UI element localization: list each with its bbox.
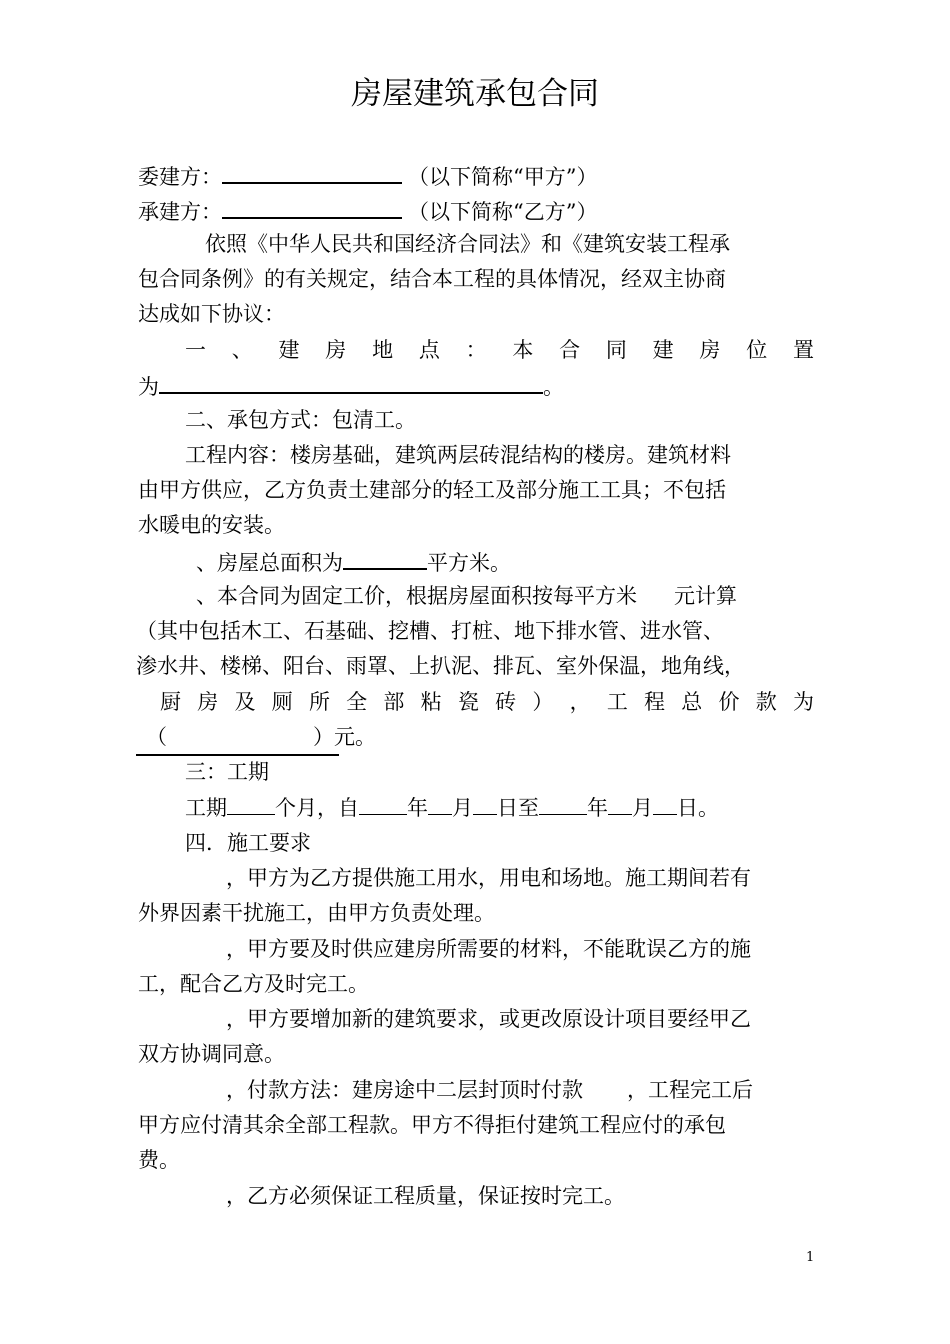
price-suffix: 元计算 bbox=[674, 584, 737, 608]
location-suffix: 。 bbox=[543, 375, 564, 399]
section-1-char: 房 bbox=[699, 338, 721, 362]
section-3-heading: 三：工期 bbox=[185, 760, 269, 784]
payment-suffix: ，工程完工后 bbox=[627, 1078, 753, 1102]
party-a-blank bbox=[222, 160, 402, 184]
content-line-1: 工程内容：楼房基础，建筑两层砖混结构的楼房。建筑材料 bbox=[185, 443, 731, 467]
area-prefix: 、房屋总面积为 bbox=[196, 551, 343, 575]
content-line-3: 水暖电的安装。 bbox=[138, 513, 285, 537]
price-line-4-char: 房 bbox=[197, 690, 219, 714]
req-3-line-1: ，甲方要增加新的建筑要求，或更改原设计项目要经甲乙 bbox=[226, 1007, 751, 1031]
section-1-char: 建 bbox=[652, 338, 674, 362]
section-1-char: 房 bbox=[325, 338, 347, 362]
section-1-char: 置 bbox=[792, 338, 814, 362]
party-b-blank bbox=[222, 195, 402, 219]
price-line-4-char: 粘 bbox=[420, 690, 442, 714]
end-month-label: 月 bbox=[632, 796, 653, 820]
price-line-4-char: 厨 bbox=[160, 690, 181, 714]
total-open: （ bbox=[146, 725, 167, 749]
price-line-4-char: 程 bbox=[644, 690, 666, 714]
section-1-char: 位 bbox=[746, 338, 768, 362]
price-line-4-char: 价 bbox=[718, 690, 740, 714]
section-1-char: 地 bbox=[372, 338, 394, 362]
section-1-char: 、 bbox=[231, 338, 253, 362]
price-line-4-char: 工 bbox=[606, 690, 628, 714]
party-b-suffix: （以下简称“乙方”） bbox=[408, 200, 598, 224]
intro-line-2: 包合同条例》的有关规定，结合本工程的具体情况，经双主协商 bbox=[138, 267, 726, 291]
req-1-line-1: ，甲方为乙方提供施工用水，用电和场地。施工期间若有 bbox=[226, 866, 751, 890]
section-1-char: 点 bbox=[418, 338, 440, 362]
price-line-4-char: 部 bbox=[383, 690, 405, 714]
intro-line-3: 达成如下协议： bbox=[138, 302, 285, 326]
payment-prefix: ，付款方法：建房途中二层封顶时付款 bbox=[226, 1078, 583, 1102]
price-line-1 bbox=[196, 581, 737, 611]
section-1-location-line bbox=[138, 370, 564, 402]
price-prefix: 、本合同为固定工价，根据房屋面积按每平方米 bbox=[196, 584, 637, 608]
start-month-label: 月 bbox=[452, 796, 473, 820]
intro-line-1: 依照《中华人民共和国经济合同法》和《建筑安装工程承 bbox=[205, 232, 730, 256]
total-close: ）元。 bbox=[313, 725, 376, 749]
start-year-label: 年 bbox=[407, 796, 428, 820]
section-4-heading: 四．施工要求 bbox=[185, 831, 311, 855]
end-year-label: 年 bbox=[587, 796, 608, 820]
party-b-line bbox=[138, 195, 597, 227]
party-b-label: 承建方： bbox=[138, 200, 222, 224]
req-1-line-2: 外界因素干扰施工，由甲方负责处理。 bbox=[138, 901, 495, 925]
price-line-3: 渗水井、楼梯、阳台、雨罩、上扒泥、排瓦、室外保温，地角线， bbox=[136, 654, 745, 678]
area-suffix: 平方米。 bbox=[427, 551, 511, 575]
party-a-label: 委建方： bbox=[138, 165, 222, 189]
start-month-blank bbox=[428, 792, 452, 815]
price-line-4-char: 所 bbox=[308, 690, 330, 714]
page-title: 房屋建筑承包合同 bbox=[351, 76, 599, 112]
location-blank bbox=[159, 370, 543, 394]
req-4-line-1 bbox=[226, 1075, 753, 1105]
section-1-char: 同 bbox=[605, 338, 627, 362]
price-line-4-char: 总 bbox=[681, 690, 703, 714]
price-line-4 bbox=[160, 687, 814, 717]
req-2-line-2: 工，配合乙方及时完工。 bbox=[138, 972, 369, 996]
period-label: 工期 bbox=[185, 796, 227, 820]
end-month-blank bbox=[608, 792, 632, 815]
end-day-blank bbox=[653, 792, 677, 815]
end-day-label: 日。 bbox=[677, 796, 719, 820]
price-line-4-char: 全 bbox=[346, 690, 368, 714]
period-from: 个月，自 bbox=[275, 796, 359, 820]
section-1-char: 建 bbox=[278, 338, 300, 362]
period-line bbox=[185, 792, 719, 823]
party-a-line bbox=[138, 160, 597, 192]
section-2-heading: 二、承包方式：包清工。 bbox=[185, 408, 416, 432]
price-line-4-char: 及 bbox=[234, 690, 256, 714]
req-5-line-1: ，乙方必须保证工程质量，保证按时完工。 bbox=[226, 1184, 625, 1208]
location-prefix: 为 bbox=[138, 375, 159, 399]
total-underline bbox=[136, 754, 339, 756]
section-1-char: 合 bbox=[559, 338, 581, 362]
price-line-4-char: 瓷 bbox=[457, 690, 479, 714]
content-line-2: 由甲方供应，乙方负责土建部分的轻工及部分施工工具；不包括 bbox=[138, 478, 726, 502]
start-day-blank bbox=[473, 792, 497, 815]
price-line-4-char: 为 bbox=[792, 690, 814, 714]
price-line-4-char: 厕 bbox=[271, 690, 293, 714]
req-3-line-2: 双方协调同意。 bbox=[138, 1042, 285, 1066]
area-blank bbox=[343, 546, 427, 570]
months-blank bbox=[227, 792, 275, 815]
section-1-char: 本 bbox=[512, 338, 534, 362]
req-4-line-3: 费。 bbox=[138, 1148, 180, 1172]
price-line-4-char: 砖 bbox=[495, 690, 517, 714]
total-price-line bbox=[146, 722, 376, 752]
price-line-2: （其中包括木工、石基础、挖槽、打桩、地下排水管、进水管、 bbox=[136, 619, 724, 643]
section-1-char: ： bbox=[465, 338, 487, 362]
price-line-4-char: 款 bbox=[755, 690, 777, 714]
section-1-char: 一 bbox=[185, 338, 206, 362]
start-day-label: 日至 bbox=[497, 796, 539, 820]
start-year-blank bbox=[359, 792, 407, 815]
area-line bbox=[196, 546, 511, 578]
section-1-heading bbox=[185, 335, 814, 365]
party-a-suffix: （以下简称“甲方”） bbox=[408, 165, 598, 189]
page-number: 1 bbox=[806, 1250, 815, 1265]
price-line-4-char: ） bbox=[532, 690, 554, 714]
price-line-4-char: ， bbox=[569, 690, 591, 714]
req-4-line-2: 甲方应付清其余全部工程款。甲方不得拒付建筑工程应付的承包 bbox=[138, 1113, 726, 1137]
end-year-blank bbox=[539, 792, 587, 815]
req-2-line-1: ，甲方要及时供应建房所需要的材料，不能耽误乙方的施 bbox=[226, 937, 751, 961]
